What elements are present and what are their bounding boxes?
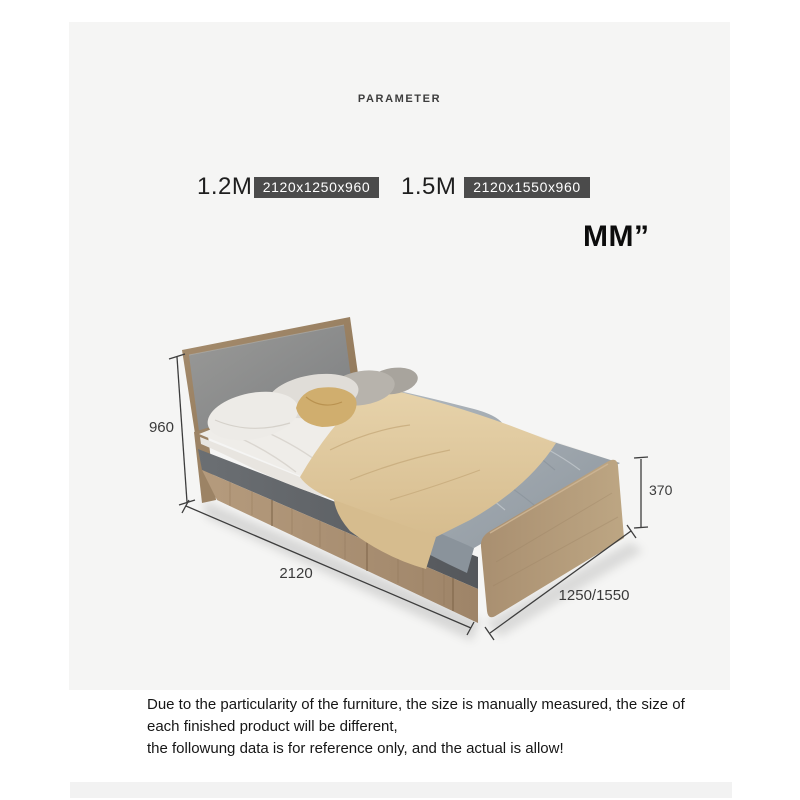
disclaimer-line-2: each finished product will be different,: [147, 718, 398, 735]
disclaimer-line-3: the followung data is for reference only, and the actual is allow!: [147, 740, 564, 757]
size-option-1.5m-dimensions-badge: 2120x1550x960: [464, 177, 590, 198]
dimension-label-frame-height: 370: [649, 482, 673, 498]
size-option-1.2m-dimensions-badge: 2120x1250x960: [254, 177, 379, 198]
disclaimer: [147, 694, 747, 760]
footer-bar: [70, 782, 732, 798]
dimension-label-width: 1250/1550: [558, 587, 630, 604]
page-title: PARAMETER: [357, 93, 442, 105]
disclaimer-line-1: Due to the particularity of the furniture, the size is manually measured, the size of: [147, 696, 685, 713]
dimension-line-370: [634, 457, 648, 528]
size-option-1.5m-label: 1.5M: [401, 173, 457, 200]
size-option-1.2m-label: 1.2M: [197, 173, 253, 200]
unit-label: MM”: [583, 220, 650, 253]
dimension-label-height: 960: [148, 419, 174, 436]
dimension-label-length: 2120: [279, 565, 313, 582]
